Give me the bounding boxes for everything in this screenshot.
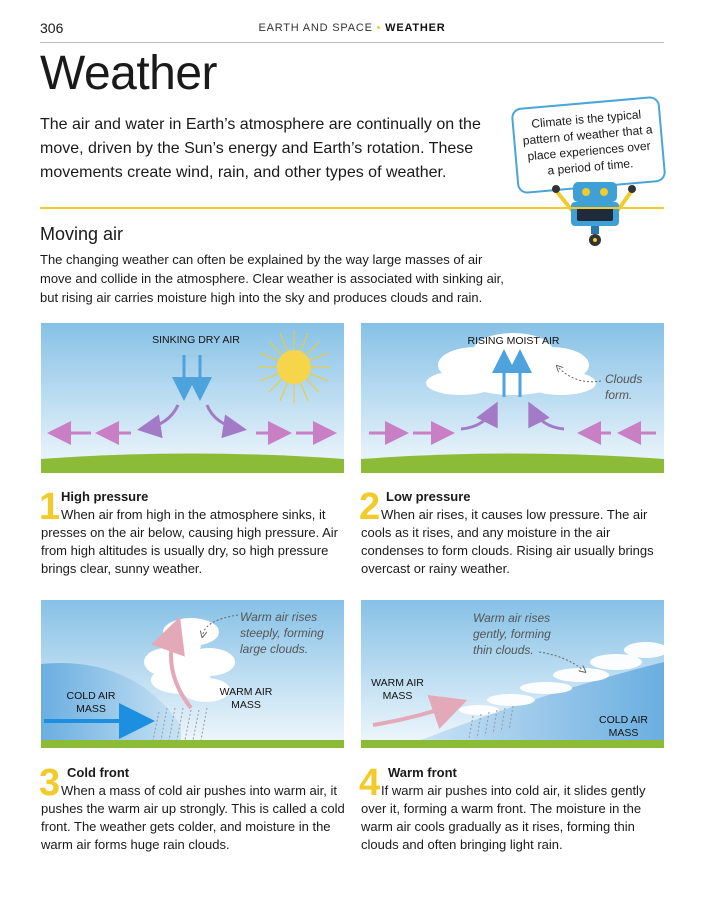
caption-text-1: When air from high in the atmosphere sinks, it presses on the air below, causing high pressure. Air from high altitudes is usually dry, so high pressure brings clear, sunny weather. bbox=[41, 507, 339, 576]
caption-title-2: Low pressure bbox=[386, 489, 471, 504]
section-divider bbox=[40, 207, 664, 209]
section-label: EARTH AND SPACE bbox=[258, 22, 373, 34]
high-pressure-diagram bbox=[41, 323, 344, 473]
topic-label: WEATHER bbox=[385, 22, 446, 34]
cold-air-mass-label: COLD AIR MASS bbox=[598, 714, 648, 739]
caption-title-1: High pressure bbox=[61, 489, 149, 504]
section-text: The changing weather can often be explained by the way large masses of air move and collide in the atmosphere. Clear weather is associated with sinking air, but rising air carries moisture high into the sky and produces clouds and rain. bbox=[40, 252, 504, 305]
section-heading: Moving air bbox=[40, 224, 124, 244]
sinking-air-label: SINKING DRY AIR bbox=[152, 334, 240, 346]
clouds-form-note: Clouds form. bbox=[605, 372, 643, 402]
robot-icon bbox=[545, 174, 645, 254]
step-number-1: 1 bbox=[39, 486, 61, 528]
separator-dot: • bbox=[376, 22, 382, 34]
warm-front-note: Warm air rises gently, forming thin clouds. bbox=[473, 611, 551, 657]
low-pressure-diagram bbox=[361, 323, 664, 473]
warm-air-mass-label: WARM AIR MASS bbox=[371, 677, 424, 702]
step-number-4: 4 bbox=[359, 762, 381, 804]
step-number-3: 3 bbox=[39, 762, 61, 804]
cold-front-diagram bbox=[41, 600, 344, 748]
caption-title-4: Warm front bbox=[388, 765, 457, 780]
caption-text-3: When a mass of cold air pushes into warm air, it pushes the warm air up strongly. This is called a cold front. The weather gets colder, and moisture in the warm air forms huge rain clouds. bbox=[41, 783, 345, 852]
header-rule bbox=[40, 42, 664, 43]
step-number-2: 2 bbox=[359, 486, 381, 528]
page-title: Weather bbox=[40, 47, 218, 100]
page-number: 306 bbox=[40, 20, 64, 36]
caption-text-2: When air rises, it causes low pressure. The air cools as it rises, and any moisture in the air condenses to form clouds. Rising air usually brings overcast or rainy weather. bbox=[361, 507, 654, 576]
warm-front-diagram bbox=[361, 600, 664, 748]
cold-front-note: Warm air rises steeply, forming large clouds. bbox=[240, 610, 324, 656]
intro-text: The air and water in Earth’s atmosphere are continually on the move, driven by the Sun’s energy and Earth’s rotation. These movements create wind, rain, and other types of weather. bbox=[40, 116, 481, 181]
warm-air-mass-label: WARM AIR MASS bbox=[219, 686, 273, 711]
caption-text-4: If warm air pushes into cold air, it slides gently over it, forming a warm front. The moisture in the warm air cools gradually as it rises, forming thin clouds and often bringing light rain. bbox=[361, 783, 646, 852]
callout-text: Climate is the typical pattern of weather that a place experiences over a period of time. bbox=[522, 107, 654, 178]
cold-air-mass-label: COLD AIR MASS bbox=[66, 690, 116, 715]
running-header bbox=[0, 22, 704, 34]
caption-title-3: Cold front bbox=[67, 765, 130, 780]
rising-air-label: RISING MOIST AIR bbox=[467, 335, 560, 347]
